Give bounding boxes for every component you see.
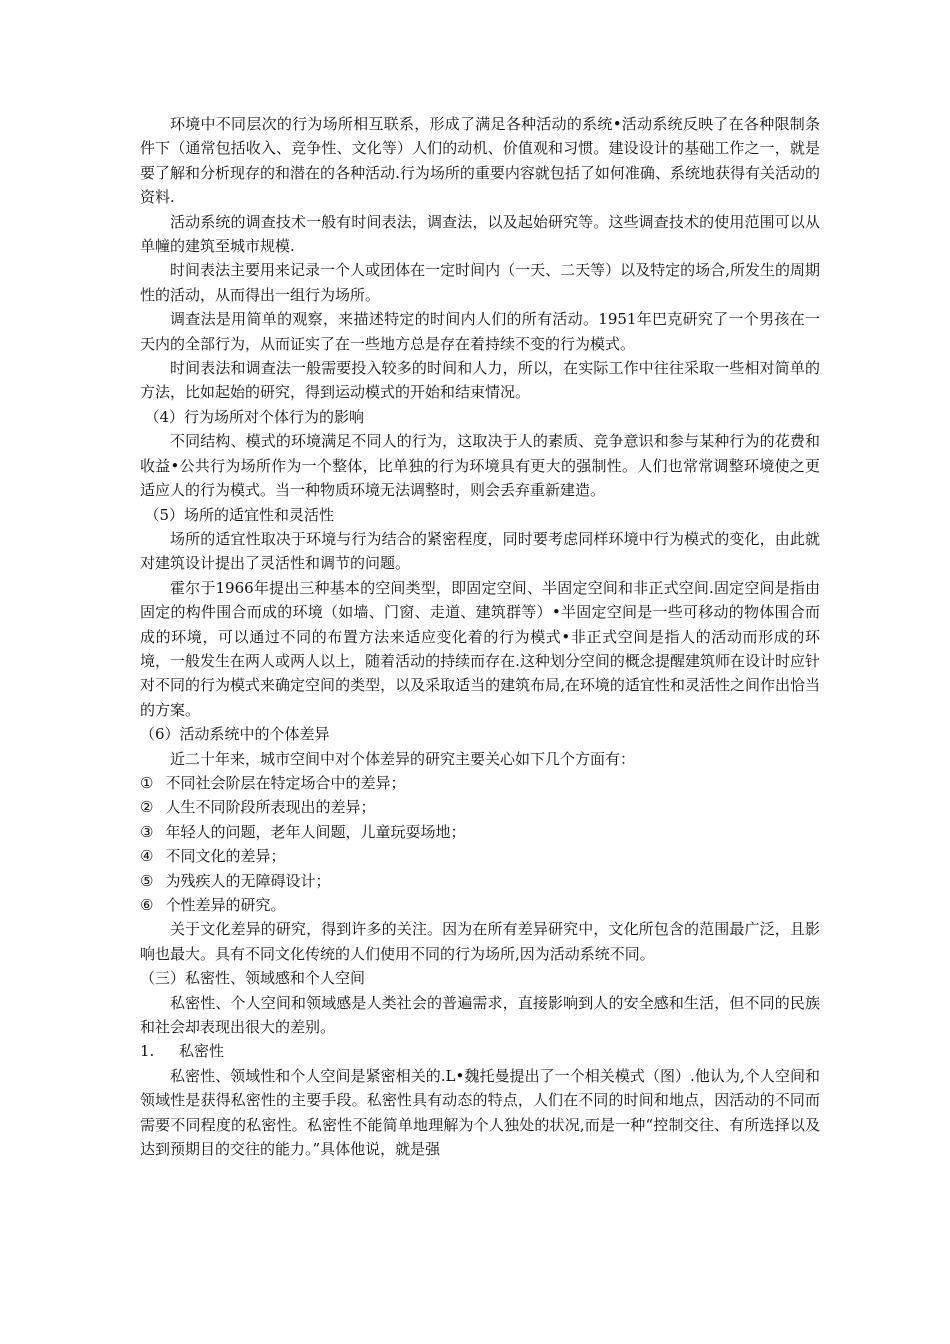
list-item-text: 不同文化的差异；	[165, 847, 286, 866]
list-item	[140, 844, 820, 868]
paragraph-activity-system: 环境中不同层次的行为场所相互联系，形成了满足各种活动的系统•活动系统反映了在各种限制条件下（通常包括收入、竞争性、文化等）人们的动机、价值观和习惯。建设设计的基础工作之一，就是要了解和分析现存的和潜在的各种活动.行为场所的重要内容就包括了如何准确、系统地获得有关活动的资料.	[140, 115, 820, 207]
list-item	[140, 771, 820, 795]
paragraph-timetable-method: 时间表法主要用来记录一个人或团体在一定时间内（一天、二天等）以及特定的场合,所发生的周期性的活动，从而得出一组行为场所。	[140, 261, 820, 304]
list-marker: ②	[140, 798, 154, 817]
paragraph-suitability: 场所的适宜性取决于环境与行为结合的紧密程度，同时要考虑同样环境中行为模式的变化，由此就对建筑设计提出了灵活性和调节的问题。	[140, 529, 820, 573]
heading-privacy	[140, 1039, 820, 1063]
list-item	[140, 820, 820, 844]
list-marker: ⑥	[140, 896, 154, 914]
heading-number: 1.	[140, 1042, 155, 1061]
heading-section-5: （5）场所的适宜性和灵活性	[144, 505, 335, 524]
list-marker: ①	[140, 773, 154, 792]
differences-list	[140, 771, 820, 917]
paragraph-cultural-differences: 关于文化差异的研究，得到许多的关注。因为在所有差异研究中，文化所包含的范围最广泛，且影响也最大。具有不同文化传统的人们使用不同的行为场所,因为活动系统不同。	[140, 920, 820, 963]
paragraph-survey-method: 调查法是用简单的观察，来描述特定的时间内人们的所有活动。1951年巴克研究了一个男孩在一天内的全部行为，从而证实了在一些地方总是存在着持续不变的行为模式。	[140, 310, 820, 353]
list-marker: ④	[140, 847, 154, 866]
list-item	[140, 795, 820, 819]
paragraph-simple-methods: 时间表法和调查法一般需要投入较多的时间和人力，所以，在实际工作中往往采取一些相对简单的方法，比如起始的研究，得到运动模式的开始和结束情况。	[140, 359, 820, 402]
paragraph-individual-differences: 近二十年来，城市空间中对个体差异的研究主要关心如下几个方面有：	[170, 749, 636, 768]
heading-section-6: （6）活动系统中的个体差异	[140, 725, 330, 744]
list-marker: ③	[140, 822, 154, 841]
list-item	[140, 869, 820, 893]
list-marker: ⑤	[140, 871, 154, 890]
list-item-text: 不同社会阶层在特定场合中的差异；	[165, 773, 406, 792]
paragraph-environment-structure: 不同结构、模式的环境满足不同人的行为，这取决于人的素质、竞争意识和参与某种行为的花费和收益•公共行为场所作为一个整体，比单独的行为环境具有更大的强制性。人们也常常调整环境使之更适应人的行为模式。当一种物质环境无法调整时，则会丢弃重新建造。	[140, 432, 820, 500]
document-page	[140, 112, 820, 1161]
paragraph-space-types: 霍尔于1966年提出三种基本的空间类型，即固定空间、半固定空间和非正式空间.固定空间是指由固定的构件围合而成的环境（如墙、门窗、走道、建筑群等）•半固定空间是一些可移动的物体围合而成的环境，可以通过不同的布置方法来适应变化着的行为模式•非正式空间是指人的活动而形成的环境，一般发生在两人或两人以上，随着活动的持续而存在.这种划分空间的概念提醒建筑师在设计时应针对不同的行为模式来确定空间的类型，以及采取适当的建筑布局,在环境的适宜性和灵活性之间作出恰当的方案。	[140, 578, 820, 719]
heading-section-4: （4）行为场所对个体行为的影响	[144, 407, 365, 426]
list-item-text: 人生不同阶段所表现出的差异；	[165, 798, 376, 817]
list-item-text: 个性差异的研究。	[165, 896, 286, 914]
list-item-text: 为残疾人的无障碍设计；	[165, 871, 331, 890]
list-item	[140, 893, 820, 917]
list-item-text: 年轻人的问题，老年人间题，儿童玩耍场地；	[165, 822, 466, 841]
heading-title: 私密性	[179, 1042, 225, 1061]
heading-section-three: （三）私密性、领域感和个人空间	[140, 969, 366, 988]
paragraph-privacy-needs: 私密性、个人空间和领域感是人类社会的普遍需求，直接影响到人的安全感和生活，但不同的民族和社会却表现出很大的差别。	[140, 993, 820, 1037]
paragraph-privacy-model: 私密性、领域性和个人空间是紧密相关的.L•魏托曼提出了一个相关模式（图）.他认为,个人空间和领域性是获得私密性的主要手段。私密性具有动态的特点，人们在不同的时间和地点，因活动的不同而需要不同程度的私密性。私密性不能简单地理解为个人独处的状况,而是一种“控制交往、有所选择以及达到预期目的交往的能力。”具体他说，就是强	[140, 1066, 820, 1159]
paragraph-survey-techniques: 活动系统的调查技术一般有时间表法，调查法，以及起始研究等。这些调查技术的使用范围可以从单幢的建筑至城市规模.	[140, 212, 820, 256]
